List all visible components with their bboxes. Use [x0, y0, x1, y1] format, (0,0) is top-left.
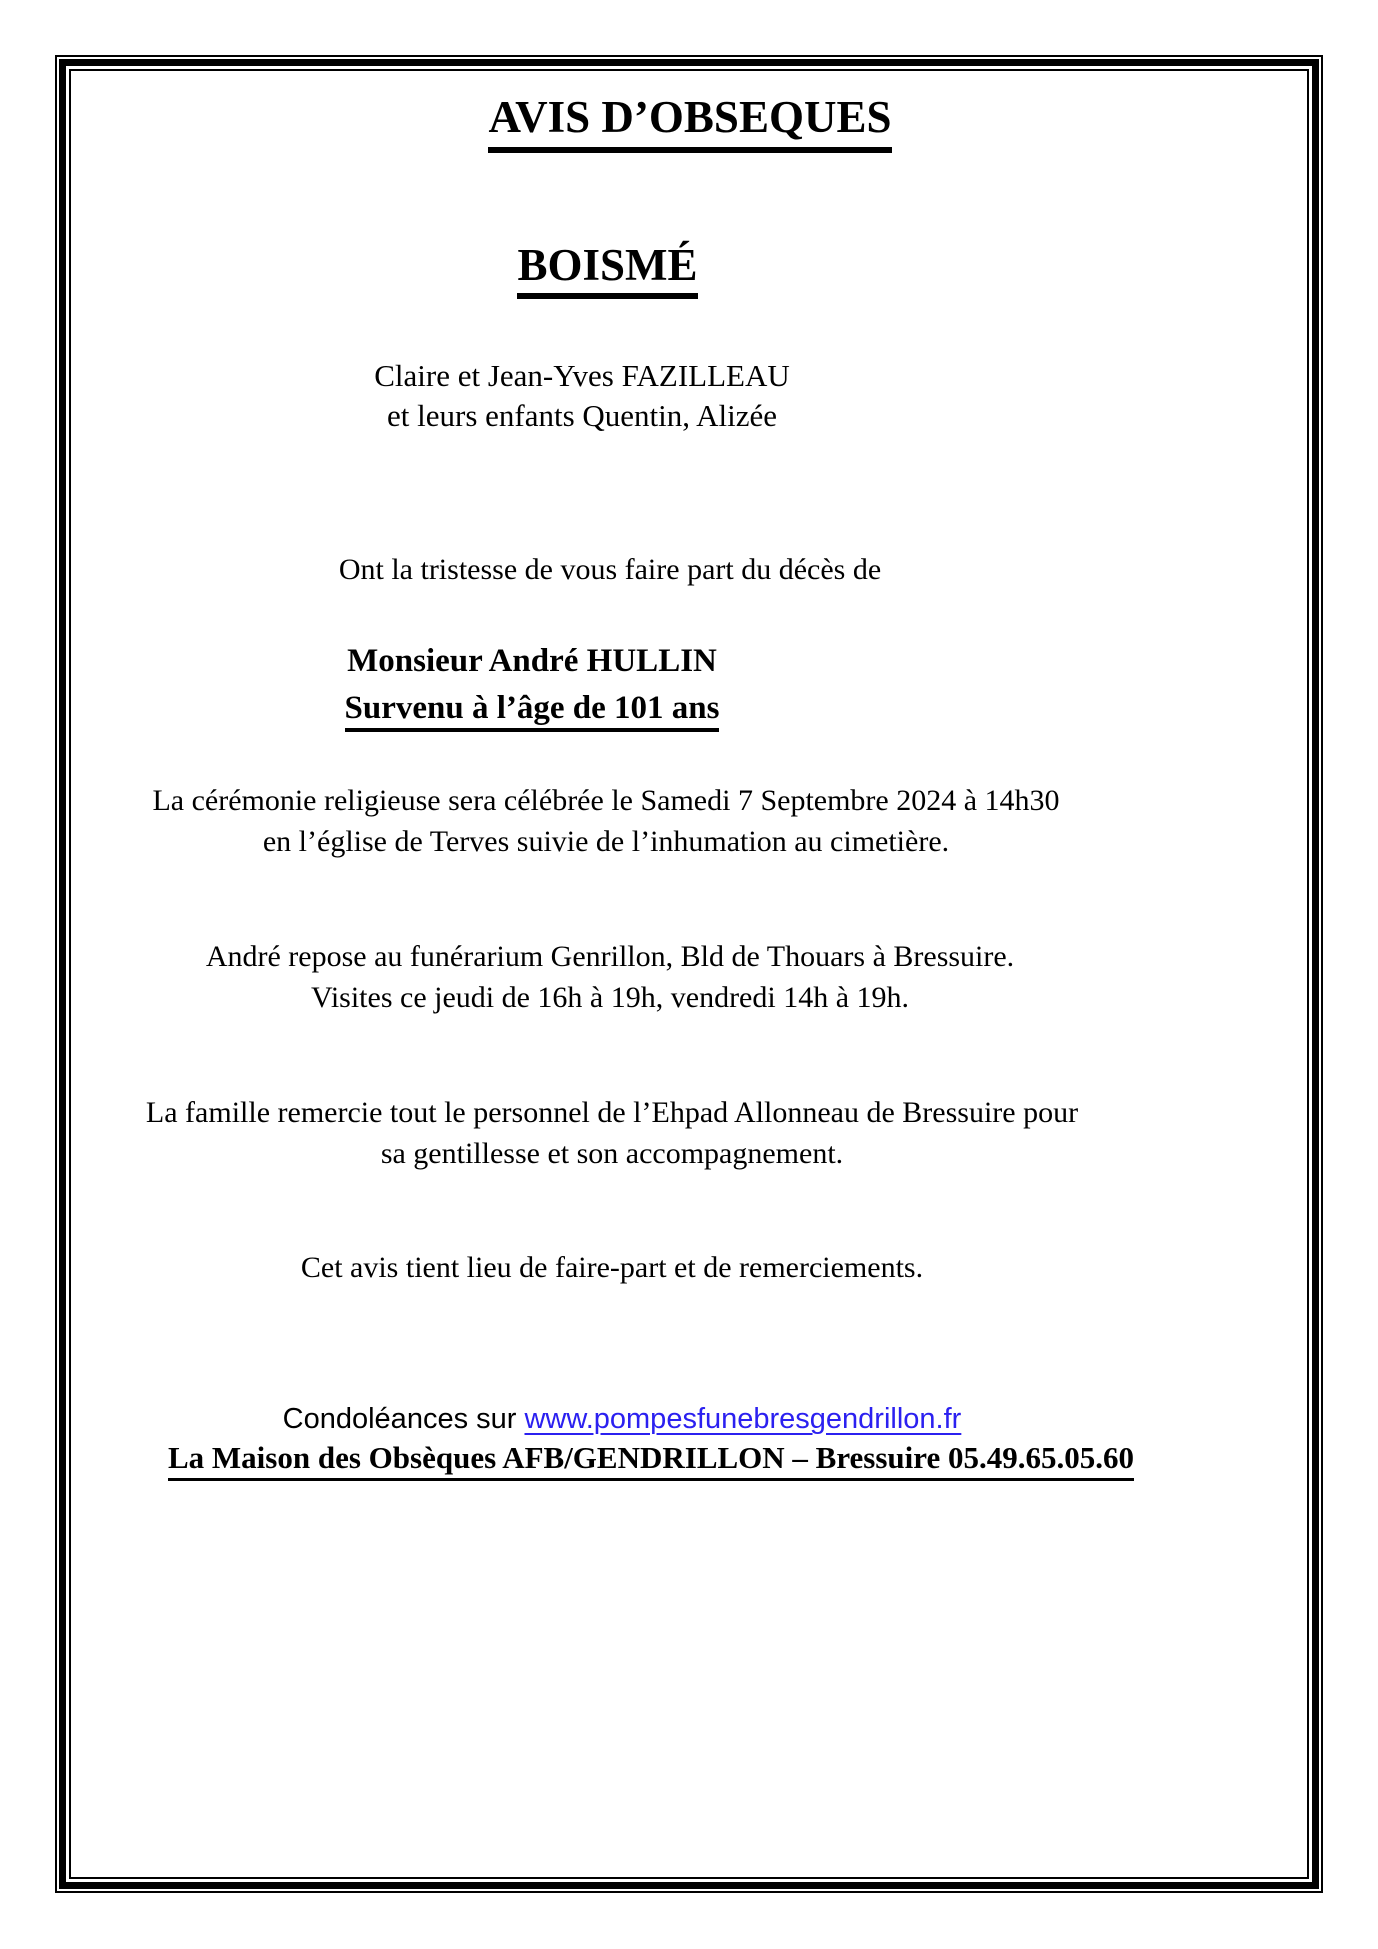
notice-title-text: AVIS D’OBSEQUES: [488, 92, 891, 153]
condolences-prefix: Condoléances sur: [282, 1403, 525, 1435]
family-line-1: Claire et Jean-Yves FAZILLEAU: [374, 358, 790, 393]
notice-line: Cet avis tient lieu de faire-part et de remerciements.: [300, 1251, 924, 1284]
commune-title: [0, 238, 1215, 292]
thanks-line-2: sa gentillesse et son accompagnement.: [380, 1137, 844, 1170]
condolences-line: [0, 1400, 1244, 1438]
deceased-age: [0, 685, 1064, 732]
funeral-home-footer-text: La Maison des Obsèques AFB/GENDRILLON – Bressuire 05.49.65.05.60: [168, 1440, 1134, 1481]
family-names: [0, 356, 1164, 436]
notice-title: [75, 90, 1305, 144]
deceased-block: [0, 638, 1064, 732]
deceased-name: Monsieur André HULLIN: [347, 643, 717, 679]
ceremony-line-1: La cérémonie religieuse sera célébrée le Samedi 7 Septembre 2024 à 14h30: [152, 784, 1060, 817]
funeral-home-footer: [0, 1437, 1302, 1479]
announcement-line: Ont la tristesse de vous faire part du décès de: [338, 553, 882, 586]
thanks-line-1: La famille remercie tout le personnel de l’Ehpad Allonneau de Bressuire pour: [145, 1096, 1079, 1129]
commune-title-text: BOISMÉ: [517, 240, 697, 299]
repose-line-2: Visites ce jeudi de 16h à 19h, vendredi 14h à 19h.: [310, 981, 910, 1014]
deceased-age-text: Survenu à l’âge de 101 ans: [345, 690, 720, 732]
ceremony-block: [0, 780, 1212, 862]
family-line-2: et leurs enfants Quentin, Alizée: [387, 398, 777, 433]
condolences-website-link[interactable]: www.pompesfunebresgendrillon.fr: [524, 1403, 962, 1435]
ceremony-line-2: en l’église de Terves suivie de l’inhumation au cimetière.: [262, 825, 950, 858]
repose-block: [0, 936, 1220, 1018]
thanks-block: [0, 1092, 1224, 1174]
repose-line-1: André repose au funérarium Genrillon, Bld de Thouars à Bressuire.: [205, 940, 1015, 973]
